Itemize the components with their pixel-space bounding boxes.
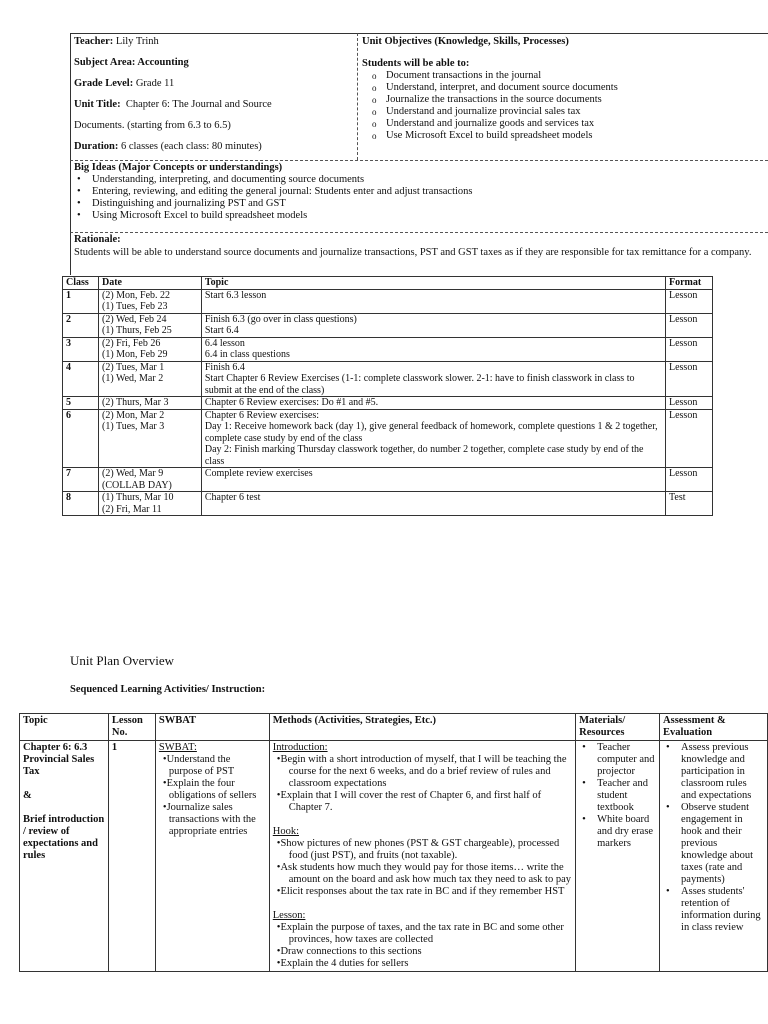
class-number: 8: [63, 492, 99, 516]
rationale-text: Students will be able to understand source documents and journalize transactions, PST and GST taxes as if they are responsible for tax remittance for a company.: [74, 247, 752, 258]
table-row: [63, 468, 713, 492]
table-row: [63, 492, 713, 516]
list-item: •Ask students how much they would pay for those items… write the amount on the board and ask how much tax they need to ask to pay: [276, 862, 572, 885]
big-ideas-list: [74, 174, 765, 222]
rationale-heading: Rationale:: [74, 234, 121, 245]
lesson-plan-table: [19, 713, 768, 972]
table-row: [63, 361, 713, 397]
lesson-materials: [576, 741, 660, 972]
list-item: • Assess previous knowledge and participation in classroom rules and expectations: [666, 742, 752, 801]
list-item: •Draw connections to this sections: [276, 946, 422, 957]
class-format: Lesson: [665, 289, 712, 313]
bullet-icon: •: [276, 790, 281, 801]
table-header-row: [63, 277, 713, 290]
class-date: (2) Wed, Mar 9 (COLLAB DAY): [98, 468, 201, 492]
bullet-icon: •: [77, 186, 81, 197]
list-item: •Understand the purpose of PST: [162, 754, 235, 777]
class-format: Lesson: [665, 409, 712, 468]
class-format: Test: [665, 492, 712, 516]
objectives-subheading: Students will be able to:: [362, 58, 470, 69]
class-number: 3: [63, 337, 99, 361]
column-header: Topic: [20, 714, 109, 741]
class-topic: Start 6.3 lesson: [201, 289, 665, 313]
circle-bullet-icon: o: [372, 107, 377, 117]
unit-title-line-2: Documents. (starting from 6.3 to 6.5): [74, 120, 231, 131]
table-row: [63, 409, 713, 468]
list-item: o Understand and journalize provincial sales tax: [372, 106, 581, 117]
class-topic: Finish 6.3 (go over in class questions) Start 6.4: [201, 313, 665, 337]
class-date: (2) Wed, Feb 24 (1) Thurs, Feb 25: [98, 313, 201, 337]
list-item: • White board and dry erase markers: [582, 814, 654, 849]
objectives-list: [362, 70, 764, 142]
list-item: • Observe student engagement in hook and their previous knowledge about taxes (rate and payments): [666, 802, 754, 885]
bullet-icon: •: [582, 742, 586, 753]
bullet-icon: •: [276, 922, 281, 933]
unit-info-panel: [70, 33, 358, 160]
class-number: 1: [63, 289, 99, 313]
bullet-icon: •: [276, 946, 281, 957]
class-format: Lesson: [665, 337, 712, 361]
bullet-icon: •: [276, 958, 281, 969]
bullet-icon: •: [77, 210, 81, 221]
column-header: Class: [63, 277, 99, 290]
class-topic: Chapter 6 test: [201, 492, 665, 516]
list-item: •Explain the four obligations of sellers: [162, 778, 257, 801]
unit-title-line: Unit Title: Chapter 6: The Journal and Source: [74, 99, 272, 110]
overview-subtitle: Sequenced Learning Activities/ Instruction:: [70, 684, 266, 695]
class-topic: Complete review exercises: [201, 468, 665, 492]
lesson-swbat: SWBAT: •Understand the purpose of PST •Explain the four obligations of sellers •Journalize sales transactions with the appropriate entries: [155, 741, 269, 972]
circle-bullet-icon: o: [372, 131, 377, 141]
rationale-section: [70, 232, 768, 275]
class-date: (2) Mon, Feb. 22 (1) Tues, Feb 23: [98, 289, 201, 313]
list-item: o Understand, interpret, and document source documents: [372, 82, 618, 93]
overview-title: Unit Plan Overview: [70, 653, 174, 668]
big-ideas-section: [70, 160, 768, 232]
list-item: o Understand and journalize goods and services tax: [372, 118, 595, 129]
objectives-heading: Unit Objectives (Knowledge, Skills, Processes): [362, 36, 569, 47]
teacher-line: Teacher: Lily Trinh: [74, 36, 159, 47]
bullet-icon: •: [276, 862, 281, 873]
column-header: Lesson No.: [108, 714, 155, 741]
class-format: Lesson: [665, 397, 712, 410]
circle-bullet-icon: o: [372, 95, 377, 105]
bullet-icon: •: [582, 814, 586, 825]
bullet-icon: •: [162, 754, 167, 765]
column-header: SWBAT: [155, 714, 269, 741]
objectives-panel: [358, 33, 768, 160]
bullet-icon: •: [276, 838, 281, 849]
column-header: Methods (Activities, Strategies, Etc.): [269, 714, 575, 741]
unit-header: [70, 33, 768, 160]
list-item: • Asses students' retention of information during in class review: [666, 886, 761, 933]
bullet-icon: •: [582, 778, 586, 789]
bullet-icon: •: [276, 754, 281, 765]
list-item: o Journalize the transactions in the source documents: [372, 94, 602, 105]
class-topic: Chapter 6 Review exercises: Do #1 and #5.: [201, 397, 665, 410]
column-header: Materials/ Resources: [576, 714, 660, 741]
duration-line: Duration: 6 classes (each class: 80 minutes): [74, 141, 262, 152]
list-item: • Using Microsoft Excel to build spreadsheet models: [77, 210, 308, 221]
table-row: [63, 289, 713, 313]
lesson-methods: Introduction: •Begin with a short introduction of myself, that I will be teaching the course for the next 6 weeks, and do a brief review of rules and classroom expectations •Explain that I will cover the rest of Chapter 6, and first half of Chapter 7. Hook: •Show pictures of new phones (PST & GST chargeable), processed food (just PST), and fruits (not taxable). •Ask students how much they would pay for those items… write the amount on the board and ask how much tax they need to ask to pay •Elicit responses about the tax rate in BC and if they remember HST Lesson: •Explain the purpose of taxes, and the tax rate in BC and some other provinces, how taxes are collected •Draw connections to this sections •Explain the 4 duties for sellers: [269, 741, 575, 972]
class-number: 4: [63, 361, 99, 397]
lesson-assessment: [660, 741, 768, 972]
class-date: (2) Thurs, Mar 3: [98, 397, 201, 410]
class-topic: Finish 6.4 Start Chapter 6 Review Exercises (1-1: complete classwork slower. 2-1: have to finish classwork in class to submit at the end of the class): [201, 361, 665, 397]
class-date: (2) Tues, Mar 1 (1) Wed, Mar 2: [98, 361, 201, 397]
class-number: 5: [63, 397, 99, 410]
class-number: 6: [63, 409, 99, 468]
circle-bullet-icon: o: [372, 119, 377, 129]
column-header: Assessment & Evaluation: [660, 714, 768, 741]
bullet-icon: •: [666, 802, 670, 813]
list-item: •Show pictures of new phones (PST & GST chargeable), processed food (just PST), and fruits (not taxable).: [276, 838, 560, 861]
circle-bullet-icon: o: [372, 83, 377, 93]
class-number: 7: [63, 468, 99, 492]
lesson-number: 1: [108, 741, 155, 972]
column-header: Topic: [201, 277, 665, 290]
bullet-icon: •: [162, 778, 167, 789]
table-header-row: [20, 714, 768, 741]
list-item: o Document transactions in the journal: [372, 70, 542, 81]
bullet-icon: •: [77, 198, 81, 209]
list-item: • Entering, reviewing, and editing the general journal: Students enter and adjust transactions: [77, 186, 473, 197]
lesson-topic: Chapter 6: 6.3 Provincial Sales Tax & Brief introduction / review of expectations and rules: [20, 741, 109, 972]
circle-bullet-icon: o: [372, 71, 377, 81]
table-row: [20, 741, 768, 972]
bullet-icon: •: [666, 886, 670, 897]
list-item: •Begin with a short introduction of myself, that I will be teaching the course for the next 6 weeks, and do a brief review of rules and classroom expectations: [276, 754, 567, 789]
list-item: •Explain the 4 duties for sellers: [276, 958, 409, 969]
table-row: [63, 313, 713, 337]
list-item: • Teacher and student textbook: [582, 778, 648, 813]
subject-line: Subject Area: Accounting: [74, 57, 189, 68]
list-item: • Distinguishing and journalizing PST and GST: [77, 198, 286, 209]
class-format: Lesson: [665, 361, 712, 397]
table-row: [63, 337, 713, 361]
class-schedule-table: [62, 276, 713, 516]
class-date: (2) Fri, Feb 26 (1) Mon, Feb 29: [98, 337, 201, 361]
column-header: Date: [98, 277, 201, 290]
class-date: (1) Thurs, Mar 10 (2) Fri, Mar 11: [98, 492, 201, 516]
list-item: •Explain that I will cover the rest of Chapter 6, and first half of Chapter 7.: [276, 790, 542, 813]
bullet-icon: •: [666, 742, 670, 753]
bullet-icon: •: [77, 174, 81, 185]
list-item: •Explain the purpose of taxes, and the tax rate in BC and some other provinces, how taxes are collected: [276, 922, 564, 945]
class-topic: 6.4 lesson 6.4 in class questions: [201, 337, 665, 361]
class-format: Lesson: [665, 313, 712, 337]
list-item: •Elicit responses about the tax rate in BC and if they remember HST: [276, 886, 565, 897]
class-number: 2: [63, 313, 99, 337]
class-format: Lesson: [665, 468, 712, 492]
class-date: (2) Mon, Mar 2 (1) Tues, Mar 3: [98, 409, 201, 468]
list-item: • Teacher computer and projector: [582, 742, 655, 777]
list-item: •Journalize sales transactions with the appropriate entries: [162, 802, 256, 837]
grade-line: Grade Level: Grade 11: [74, 78, 175, 89]
class-topic: Chapter 6 Review exercises: Day 1: Receive homework back (day 1), give general feedback of homework, complete questions 1 & 2 together, complete case study by end of the class Day 2: Finish marking Thursday classwork together, do number 2 together, complete case study by end of the class: [201, 409, 665, 468]
list-item: • Understanding, interpreting, and documenting source documents: [77, 174, 365, 185]
column-header: Format: [665, 277, 712, 290]
big-ideas-heading: Big Ideas (Major Concepts or understandings): [74, 162, 283, 173]
bullet-icon: •: [162, 802, 167, 813]
bullet-icon: •: [276, 886, 281, 897]
table-row: [63, 397, 713, 410]
list-item: o Use Microsoft Excel to build spreadsheet models: [372, 130, 593, 141]
